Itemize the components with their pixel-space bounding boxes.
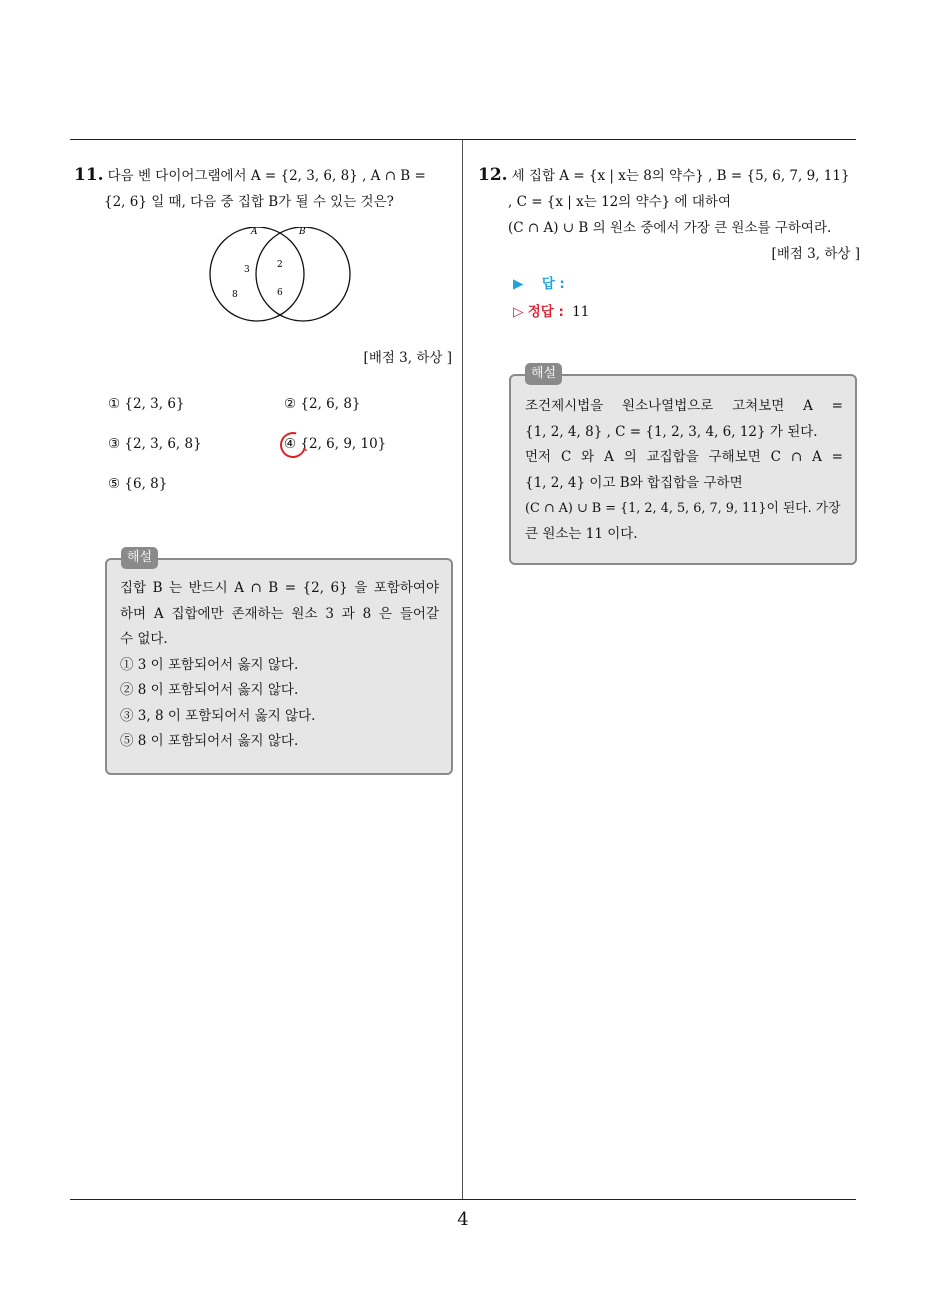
solution-11-line: ② 8 이 포함되어서 옳지 않다. bbox=[120, 682, 299, 698]
venn-num-3: 3 bbox=[244, 265, 250, 275]
correct-label: 정답 : bbox=[527, 304, 564, 320]
problem-12-line3: (C ∩ A) ∪ B 의 원소 중에서 가장 큰 원소를 구하여라. bbox=[508, 220, 832, 236]
choice-4[interactable]: ④ {2, 6, 9, 10} bbox=[284, 436, 387, 452]
problem-11-points: [배점 3, 하상 ] bbox=[363, 350, 452, 366]
correct-answer-row bbox=[513, 298, 589, 326]
selected-answer-circle-icon bbox=[275, 427, 311, 463]
venn-label-a: A bbox=[251, 227, 258, 237]
choice-2[interactable]: ② {2, 6, 8} bbox=[284, 396, 361, 412]
solution-12-line: (C ∩ A) ∪ B = {1, 2, 4, 5, 6, 7, 9, 11}이 된다. 가장 bbox=[525, 501, 841, 516]
venn-circle-a bbox=[210, 227, 304, 321]
column-divider bbox=[462, 140, 463, 1199]
venn-label-b: B bbox=[299, 227, 306, 237]
choice-5[interactable]: ⑤ {6, 8} bbox=[108, 476, 168, 492]
choice-3[interactable]: ③ {2, 3, 6, 8} bbox=[108, 436, 202, 452]
solution-12-line: {1, 2, 4} 이고 B와 합집합을 구하면 bbox=[525, 474, 743, 491]
solution-box-12 bbox=[509, 366, 857, 565]
answer-area-12 bbox=[513, 270, 589, 326]
problem-12 bbox=[478, 162, 860, 267]
solution-12-line: {1, 2, 4, 8} , C = {1, 2, 3, 4, 6, 12} 가 된다. bbox=[525, 423, 818, 440]
answer-row bbox=[513, 270, 589, 298]
solution-11-line: ⑤ 8 이 포함되어서 옳지 않다. bbox=[120, 733, 299, 749]
problem-12-number: 12. bbox=[478, 165, 508, 185]
choice-1[interactable]: ① {2, 3, 6} bbox=[108, 396, 185, 412]
venn-num-2: 2 bbox=[277, 260, 283, 270]
footer-rule bbox=[70, 1199, 856, 1200]
problem-12-points: [배점 3, 하상 ] bbox=[771, 246, 860, 262]
solution-12-line: 조건제시법을 원소나열법으로 고쳐보면 A = bbox=[525, 398, 843, 414]
venn-diagram bbox=[205, 227, 355, 327]
solution-11-line: 수 없다. bbox=[120, 631, 168, 647]
problem-11-line2: {2, 6} 일 때, 다음 중 집합 B가 될 수 있는 것은? bbox=[104, 194, 394, 210]
solution-11-line: 하며 A 집합에만 존재하는 원소 3 과 8 은 들어갈 bbox=[120, 605, 439, 622]
problem-12-line1: 12. 세 집합 A = {x | x는 8의 약수} , B = {5, 6, 7, 9, 11} bbox=[478, 165, 850, 185]
correct-arrow-icon: ▷ bbox=[513, 304, 524, 320]
answer-label: 답 : bbox=[541, 276, 565, 292]
solution-11-line: 집합 B 는 반드시 A ∩ B = {2, 6} 을 포함하여야 bbox=[120, 580, 439, 596]
problem-12-line2: , C = {x | x는 12의 약수} 에 대하여 bbox=[508, 194, 732, 210]
page-number: 4 bbox=[457, 1209, 469, 1230]
solution-12-line: 큰 원소는 11 이다. bbox=[525, 525, 638, 542]
venn-num-8: 8 bbox=[232, 290, 238, 300]
answer-arrow-icon: ▶ bbox=[513, 276, 524, 292]
problem-11-number: 11. bbox=[74, 165, 104, 185]
solution-tag-11: 해설 bbox=[121, 547, 158, 569]
header-rule bbox=[70, 139, 856, 140]
venn-circle-b bbox=[256, 227, 350, 321]
venn-num-6: 6 bbox=[277, 288, 283, 298]
solution-12-line: 먼저 C 와 A 의 교집합을 구해보면 C ∩ A = bbox=[525, 449, 843, 465]
problem-11 bbox=[74, 162, 454, 215]
problem-11-line1: 11. 다음 벤 다이어그램에서 A = {2, 3, 6, 8} , A ∩ B = bbox=[74, 165, 426, 185]
solution-11-line: ① 3 이 포함되어서 옳지 않다. bbox=[120, 656, 299, 673]
solution-box-11 bbox=[105, 550, 453, 775]
solution-11-line: ③ 3, 8 이 포함되어서 옳지 않다. bbox=[120, 707, 316, 724]
correct-value: 11 bbox=[572, 304, 590, 320]
solution-tag-12: 해설 bbox=[525, 363, 562, 385]
